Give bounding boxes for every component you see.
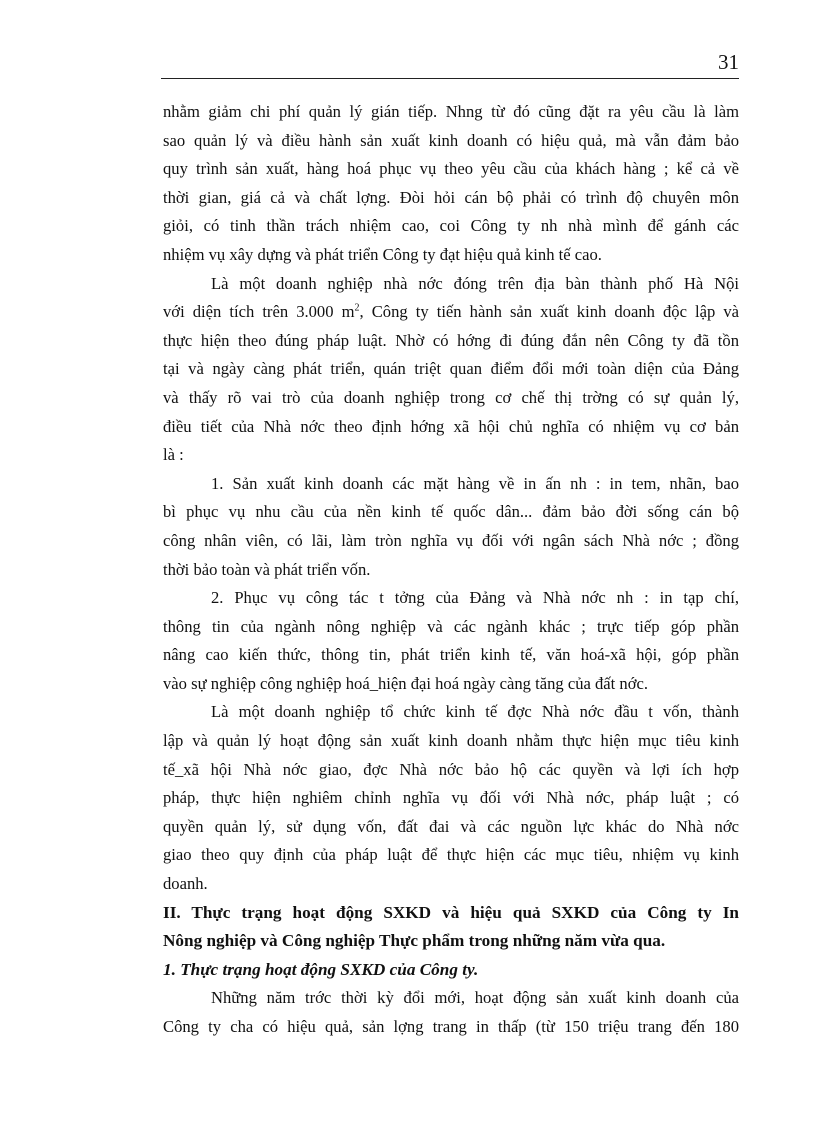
superscript: 2 — [354, 302, 360, 314]
text-line: tế_xã hội Nhà nớc giao, đợc Nhà nớc bảo hộ các quyền và lợi ích hợp — [163, 759, 739, 779]
paragraph — [163, 698, 739, 898]
text-line: Là một doanh nghiệp nhà nớc đóng trên địa bàn thành phố Hà Nội — [211, 273, 739, 293]
text-line: Công ty cha có hiệu quả, sản lợng trang in thấp (từ 150 triệu trang đến 180 — [163, 1017, 739, 1036]
text-line: vào sự nghiệp công nghiệp hoá_hiện đại hoá ngày càng tăng của đất nớc. — [163, 673, 649, 693]
text-line: và thấy rõ vai trò của doanh nghiệp trong cơ chế thị trờng có sự quản lý, — [163, 387, 739, 407]
text-line: nâng cao kiến thức, thông tin, phát triển kinh tế, văn hoá-xã hội, góp phần — [163, 645, 739, 665]
text-line: thời gian, giá cả và chất lợng. Đòi hỏi cán bộ phải có trình độ chuyên môn — [163, 187, 739, 207]
text-line: thực hiện theo đúng pháp luật. Nhờ có hớng đi đúng đắn nên Công ty đã tồn — [163, 330, 739, 350]
text-line: tại và ngày càng phát triển, quán triệt quan điểm đổi mới toàn diện của Đảng — [163, 359, 739, 379]
text-line: quyền quản lý, sử dụng vốn, đất đai và các nguồn lực khác do Nhà nớc — [163, 816, 739, 836]
text-line: 2. Phục vụ công tác t tởng của Đảng và Nhà nớc nh : in tạp chí, — [211, 588, 739, 608]
text-line: Là một doanh nghiệp tổ chức kinh tế đợc Nhà nớc đầu t vốn, thành — [211, 702, 739, 722]
subsection-heading — [163, 956, 739, 985]
paragraph — [163, 98, 739, 270]
text-line — [163, 298, 739, 327]
text-line: điều tiết của Nhà nớc theo định hớng xã hội chủ nghĩa có nhiệm vụ cơ bản — [163, 416, 739, 436]
section-heading — [163, 899, 739, 956]
header-rule — [161, 78, 739, 79]
line-text: , Công ty tiến hành sản xuất kinh doanh độc lập và — [359, 302, 739, 322]
text-line: quy trình sản xuất, hàng hoá phục vụ theo yêu cầu của khách hàng ; kể cả về — [163, 159, 739, 179]
paragraph — [163, 470, 739, 584]
paragraph — [163, 584, 739, 698]
text-line: nhằm giảm chi phí quản lý gián tiếp. Nhng từ đó cũng đặt ra yêu cầu là làm — [163, 102, 739, 121]
text-line: nhiệm vụ xây dựng và phát triển Công ty đạt hiệu quả kinh tế cao. — [163, 244, 602, 264]
text-line: Nông nghiệp và Công nghiệp Thực phẩm trong những năm vừa qua. — [163, 931, 666, 951]
text-line: sao quản lý và điều hành sản xuất kinh doanh có hiệu quả, mà vẫn đảm bảo — [163, 130, 739, 150]
document-body — [163, 98, 739, 1042]
paragraph — [163, 270, 739, 470]
text-line: bì phục vụ nhu cầu của nền kinh tế quốc dân... đảm bảo đời sống cán bộ — [163, 502, 739, 522]
line-text: với diện tích trên 3.000 m — [163, 302, 355, 322]
page-number: 31 — [718, 50, 739, 74]
text-line: giao theo quy định của pháp luật để thực hiện các mục tiêu, nhiệm vụ kinh — [163, 845, 739, 865]
text-line: thời bảo toàn và phát triển vốn. — [163, 559, 371, 579]
text-line: là : — [163, 445, 184, 465]
text-line: giỏi, có tinh thần trách nhiệm cao, coi Công ty nh nhà mình để gánh các — [163, 216, 739, 236]
text-line: 1. Thực trạng hoạt động SXKD của Công ty. — [163, 959, 479, 979]
text-line: II. Thực trạng hoạt động SXKD và hiệu quả SXKD của Công ty In — [163, 902, 739, 922]
paragraph — [163, 984, 739, 1041]
text-line: Những năm trớc thời kỳ đổi mới, hoạt động sản xuất kinh doanh của — [211, 988, 739, 1008]
text-line: pháp, thực hiện nghiêm chỉnh nghĩa vụ đối với Nhà nớc, pháp luật ; có — [163, 788, 739, 808]
text-line: thông tin của ngành nông nghiệp và các ngành khác ; trực tiếp góp phần — [163, 616, 739, 636]
text-line: lập và quản lý hoạt động sản xuất kinh doanh nhằm thực hiện mục tiêu kinh — [163, 731, 739, 751]
text-line: doanh. — [163, 874, 208, 894]
text-line: 1. Sản xuất kinh doanh các mặt hàng về in ấn nh : in tem, nhãn, bao — [211, 473, 739, 493]
text-line: công nhân viên, có lãi, làm tròn nghĩa vụ đối với ngân sách Nhà nớc ; đồng — [163, 530, 739, 550]
